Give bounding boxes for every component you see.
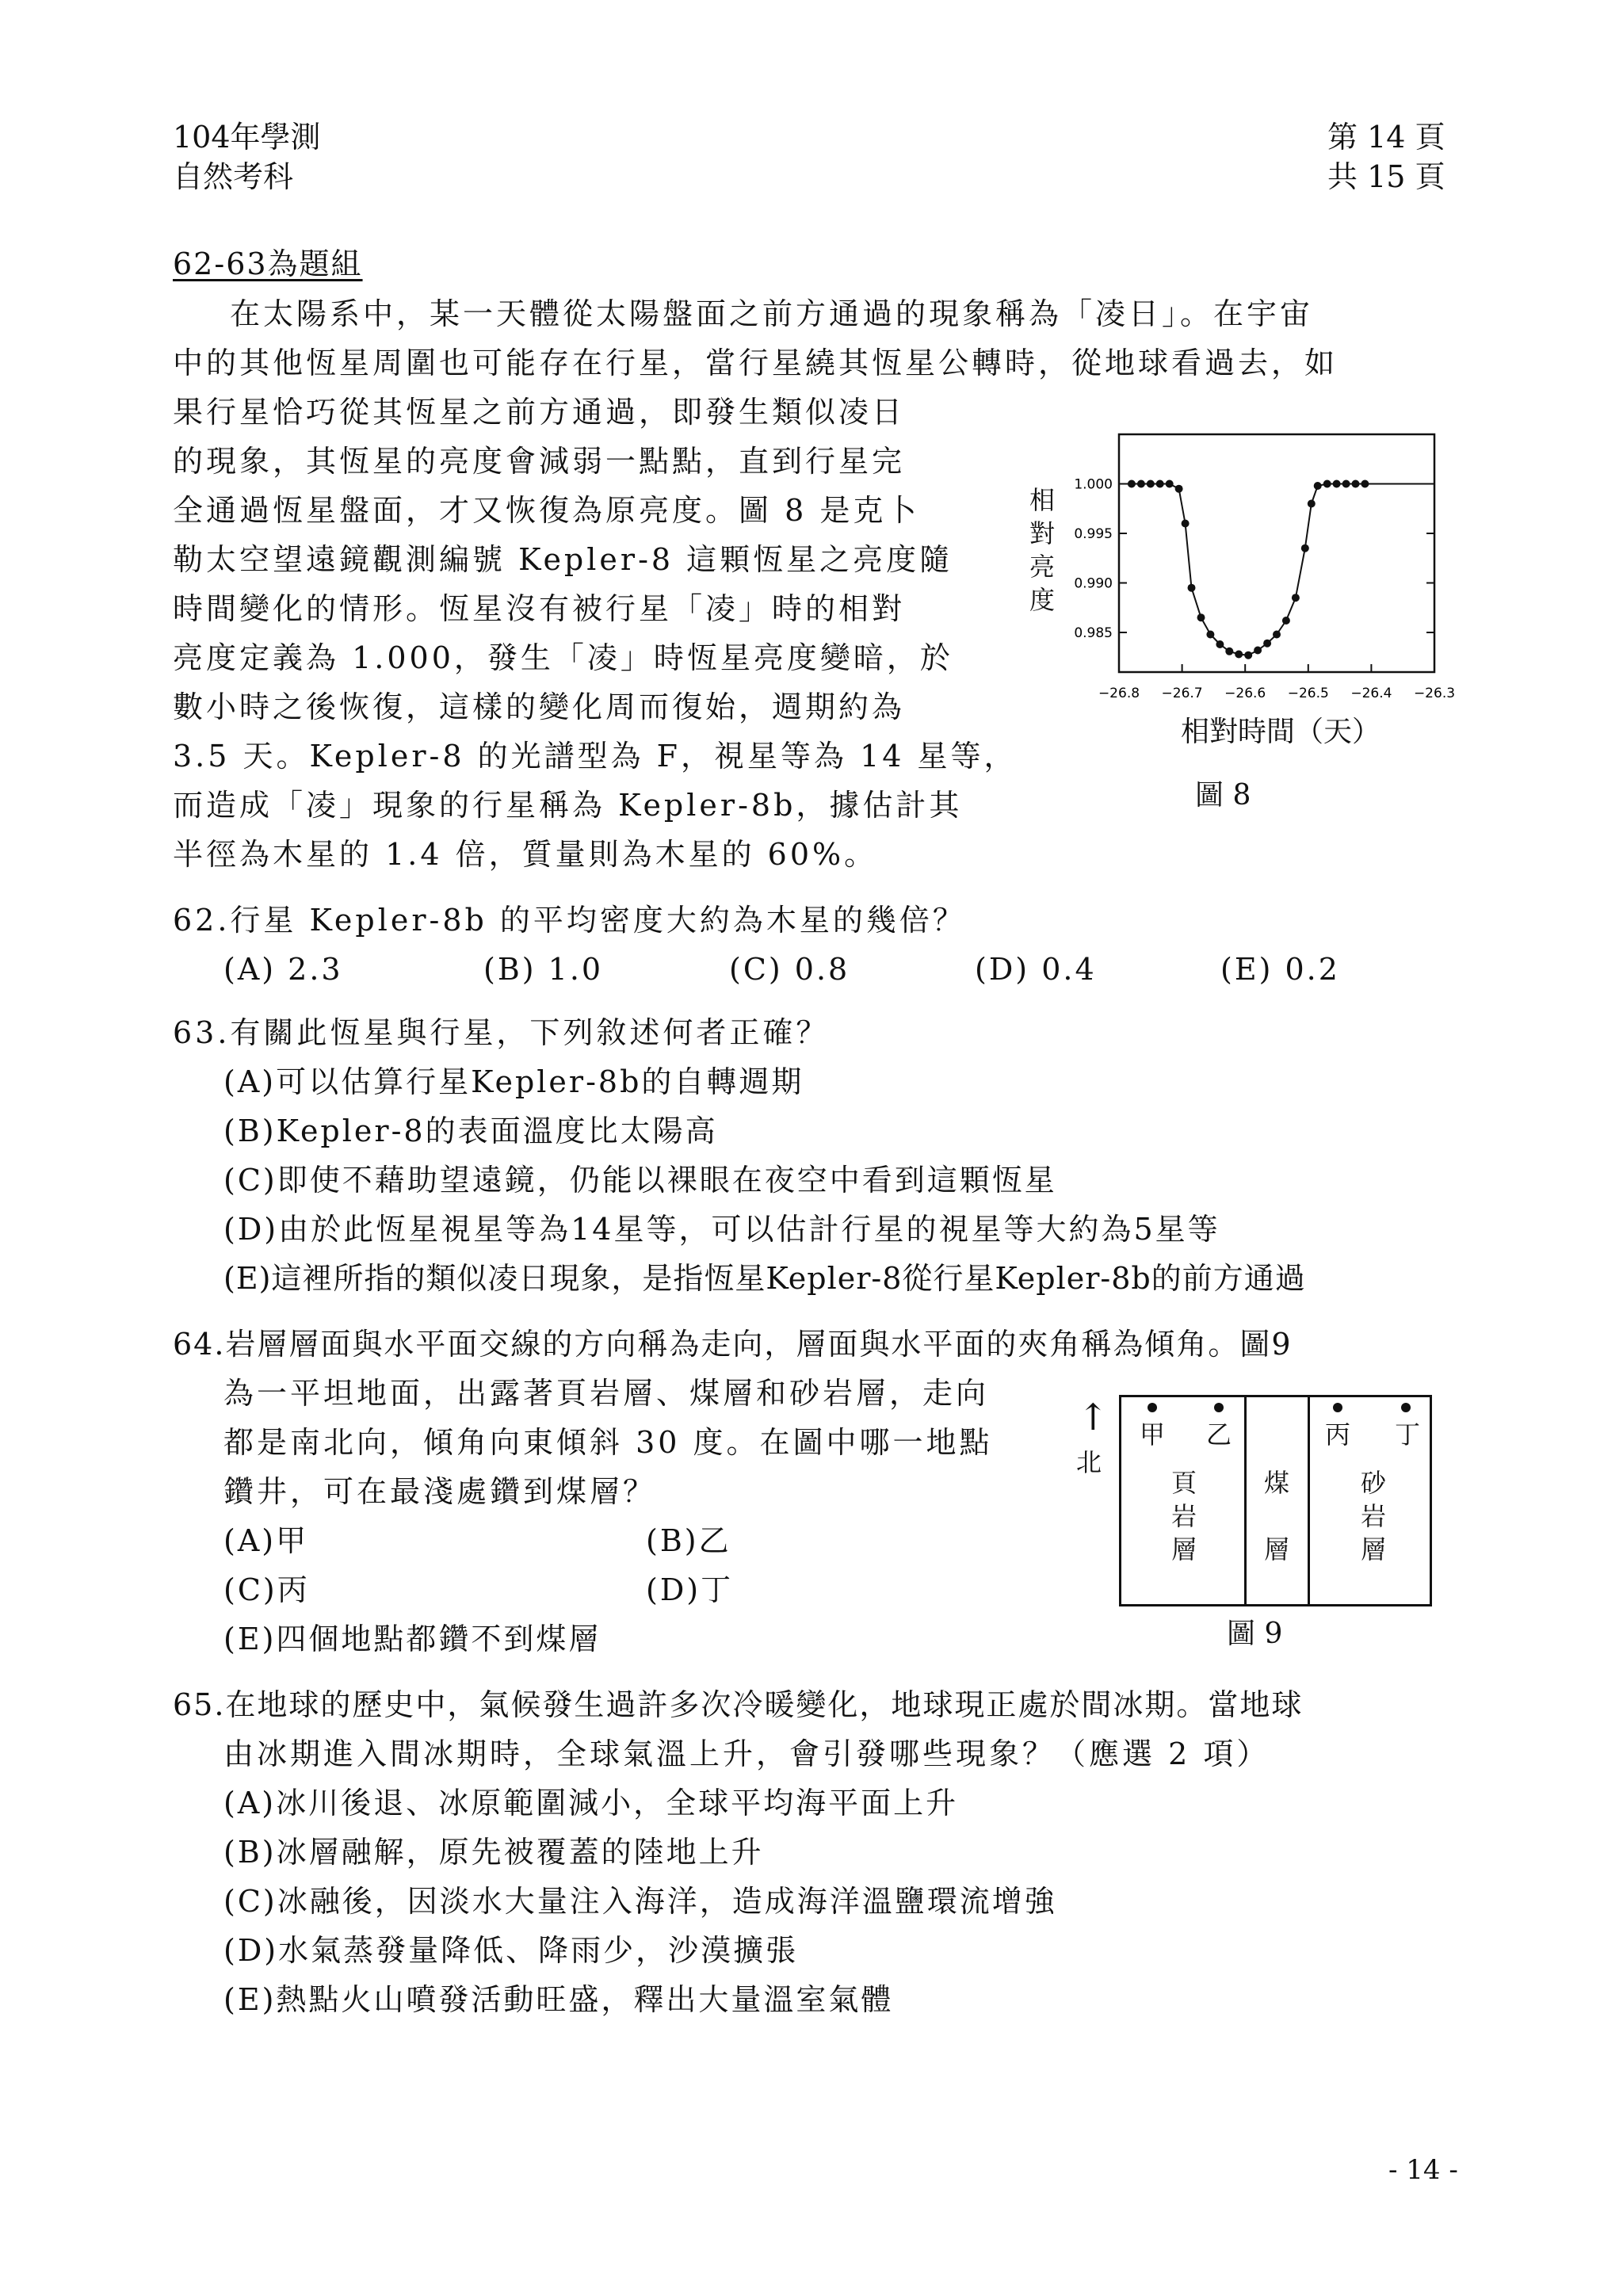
y-tick-label: 1.000 — [1074, 476, 1113, 493]
data-point — [1147, 480, 1155, 488]
passage-line: 3.5 天。Kepler-8 的光譜型為 F，視星等為 14 星等， — [173, 739, 1018, 774]
q64-option-a[interactable]: (A)甲 — [223, 1523, 309, 1558]
data-point — [1352, 480, 1360, 488]
q65-option-e[interactable]: (E)熱點火山噴發活動旺盛，釋出大量溫室氣體 — [223, 1982, 894, 2017]
point-label-ding: 丁 — [1395, 1419, 1421, 1450]
north-arrow-icon: ↑ — [1078, 1396, 1109, 1438]
q63-option-b[interactable]: (B)Kepler-8的表面溫度比太陽高 — [223, 1114, 718, 1148]
y-tick-label: 0.990 — [1074, 575, 1113, 592]
data-point — [1292, 594, 1300, 602]
q63-option-c[interactable]: (C)即使不藉助望遠鏡，仍能以裸眼在夜空中看到這顆恆星 — [223, 1163, 1057, 1198]
figure8-caption: 圖 8 — [1195, 779, 1251, 812]
data-point — [1244, 651, 1252, 659]
coal-layer-label: 煤 層 — [1263, 1468, 1289, 1564]
point-label-jia: 甲 — [1140, 1419, 1166, 1450]
data-point — [1175, 485, 1183, 493]
subject-title: 自然考科 — [173, 159, 294, 194]
data-point — [1225, 648, 1233, 655]
x-tick-label: −26.6 — [1224, 686, 1266, 701]
q64-option-b[interactable]: (B)乙 — [646, 1523, 731, 1558]
q62-option-a[interactable]: (A) 2.3 — [223, 952, 343, 987]
passage-line: 中的其他恆星周圍也可能存在行星，當行星繞其恆星公轉時，從地球看過去，如 — [173, 346, 1338, 380]
passage-line: 在太陽系中，某一天體從太陽盤面之前方通過的現象稱為「凌日」。在宇宙 — [230, 296, 1314, 331]
q65-option-c[interactable]: (C)冰融後，因淡水大量注入海洋，造成海洋溫鹽環流增強 — [223, 1884, 1057, 1919]
group-title: 62-63為題組 — [173, 246, 363, 281]
data-point — [1156, 480, 1164, 488]
data-point — [1333, 480, 1341, 488]
data-point — [1308, 500, 1316, 508]
passage-line: 勒太空望遠鏡觀測編號 Kepler-8 這顆恆星之亮度隨 — [173, 542, 953, 577]
q65-option-a[interactable]: (A)冰川後退、冰原範圍減小，全球平均海平面上升 — [223, 1786, 959, 1820]
data-point — [1273, 631, 1281, 639]
figure9-caption: 圖 9 — [1227, 1618, 1283, 1650]
data-point — [1137, 480, 1145, 488]
data-point — [1301, 544, 1309, 552]
data-point — [1128, 480, 1136, 488]
passage-line: 半徑為木星的 1.4 倍，質量則為木星的 60%。 — [173, 837, 878, 872]
point-label-bing: 丙 — [1325, 1419, 1351, 1450]
passage-line: 果行星恰巧從其恆星之前方通過，即發生類似凌日 — [173, 395, 906, 430]
data-point — [1188, 584, 1196, 592]
question-64-stem: 64.岩層層面與水平面交線的方向稱為走向，層面與水平面的夾角稱為傾角。圖9 — [173, 1327, 1293, 1362]
x-tick-label: −26.7 — [1161, 686, 1203, 701]
q62-option-d[interactable]: (D) 0.4 — [975, 952, 1097, 987]
q63-option-e[interactable]: (E)這裡所指的類似凌日現象，是指恆星Kepler-8從行星Kepler-8b的前方通過 — [223, 1261, 1306, 1296]
passage-line: 亮度定義為 1.000，發生「凌」時恆星亮度變暗，於 — [173, 640, 953, 675]
x-tick-label: −26.8 — [1098, 686, 1140, 701]
data-point — [1216, 640, 1224, 648]
point-marker — [1214, 1403, 1224, 1412]
question-65-stem: 65.在地球的歷史中，氣候發生過許多次冷暖變化，地球現正處於間冰期。當地球 — [173, 1687, 1304, 1722]
exam-title: 104年學測 — [173, 120, 321, 155]
q62-option-e[interactable]: (E) 0.2 — [1220, 952, 1340, 987]
question-64-stem-line: 鑽井，可在最淺處鑽到煤層？ — [223, 1474, 657, 1509]
q64-option-e[interactable]: (E)四個地點都鑽不到煤層 — [223, 1622, 601, 1656]
question-64-stem-line: 都是南北向，傾角向東傾斜 30 度。在圖中哪一地點 — [223, 1425, 993, 1460]
question-65-stem-line: 由冰期進入間冰期時，全球氣溫上升，會引發哪些現象？（應選 2 項） — [223, 1736, 1270, 1771]
data-point — [1166, 480, 1174, 488]
passage-line: 而造成「凌」現象的行星稱為 Kepler-8b，據估計其 — [173, 788, 963, 823]
figure8-ylabel: 相 對 亮 度 — [1029, 485, 1055, 615]
passage-line: 全通過恆星盤面，才又恢復為原亮度。圖 8 是克卜 — [173, 493, 920, 528]
y-tick-label: 0.995 — [1074, 526, 1113, 542]
footer-page-number: - 14 - — [1388, 2154, 1458, 2186]
point-label-yi: 乙 — [1206, 1419, 1232, 1450]
data-point — [1323, 480, 1331, 488]
page-number: 第 14 頁 — [1327, 120, 1445, 155]
q62-option-b[interactable]: (B) 1.0 — [483, 952, 604, 987]
figure8-chart — [1062, 420, 1456, 713]
data-point — [1182, 520, 1190, 528]
point-marker — [1401, 1403, 1411, 1412]
data-point — [1361, 480, 1369, 488]
point-marker — [1148, 1403, 1157, 1412]
x-tick-label: −26.4 — [1350, 686, 1392, 701]
passage-line: 數小時之後恢復，這樣的變化周而復始，週期約為 — [173, 690, 906, 724]
data-point — [1206, 631, 1214, 639]
passage-line: 時間變化的情形。恆星沒有被行星「凌」時的相對 — [173, 591, 906, 626]
q63-option-a[interactable]: (A)可以估算行星Kepler-8b的自轉週期 — [223, 1064, 804, 1099]
north-label: 北 — [1076, 1447, 1102, 1477]
data-point — [1197, 613, 1205, 621]
data-point — [1314, 482, 1322, 490]
brightness-curve — [1119, 484, 1434, 655]
total-pages: 共 15 頁 — [1327, 159, 1445, 194]
point-marker — [1333, 1403, 1342, 1412]
y-tick-label: 0.985 — [1074, 625, 1113, 641]
q64-option-d[interactable]: (D)丁 — [646, 1572, 734, 1607]
layer-boundary — [1244, 1395, 1247, 1606]
data-point — [1254, 647, 1262, 655]
passage-line: 的現象，其恆星的亮度會減弱一點點，直到行星完 — [173, 444, 906, 479]
data-point — [1263, 640, 1271, 648]
figure8-xlabel: 相對時間（天） — [1181, 716, 1381, 748]
q64-option-c[interactable]: (C)丙 — [223, 1572, 310, 1607]
q62-option-c[interactable]: (C) 0.8 — [729, 952, 850, 987]
layer-boundary — [1308, 1395, 1310, 1606]
data-point — [1282, 617, 1290, 625]
x-tick-label: −26.3 — [1413, 686, 1456, 701]
data-point — [1342, 480, 1350, 488]
q65-option-d[interactable]: (D)水氣蒸發量降低、降雨少，沙漠擴張 — [223, 1933, 799, 1968]
data-point — [1235, 651, 1243, 659]
sandstone-layer-label: 砂 岩 層 — [1360, 1468, 1386, 1564]
q65-option-b[interactable]: (B)冰層融解，原先被覆蓋的陸地上升 — [223, 1835, 764, 1870]
question-62-stem: 62.行星 Kepler-8b 的平均密度大約為木星的幾倍？ — [173, 903, 966, 938]
q63-option-d[interactable]: (D)由於此恆星視星等為14星等，可以估計行星的視星等大約為5星等 — [223, 1212, 1220, 1247]
x-tick-label: −26.5 — [1287, 686, 1329, 701]
question-64-stem-line: 為一平坦地面，出露著頁岩層、煤層和砂岩層，走向 — [223, 1376, 990, 1411]
shale-layer-label: 頁 岩 層 — [1170, 1468, 1197, 1564]
question-63-stem: 63.有關此恆星與行星，下列敘述何者正確？ — [173, 1015, 830, 1050]
